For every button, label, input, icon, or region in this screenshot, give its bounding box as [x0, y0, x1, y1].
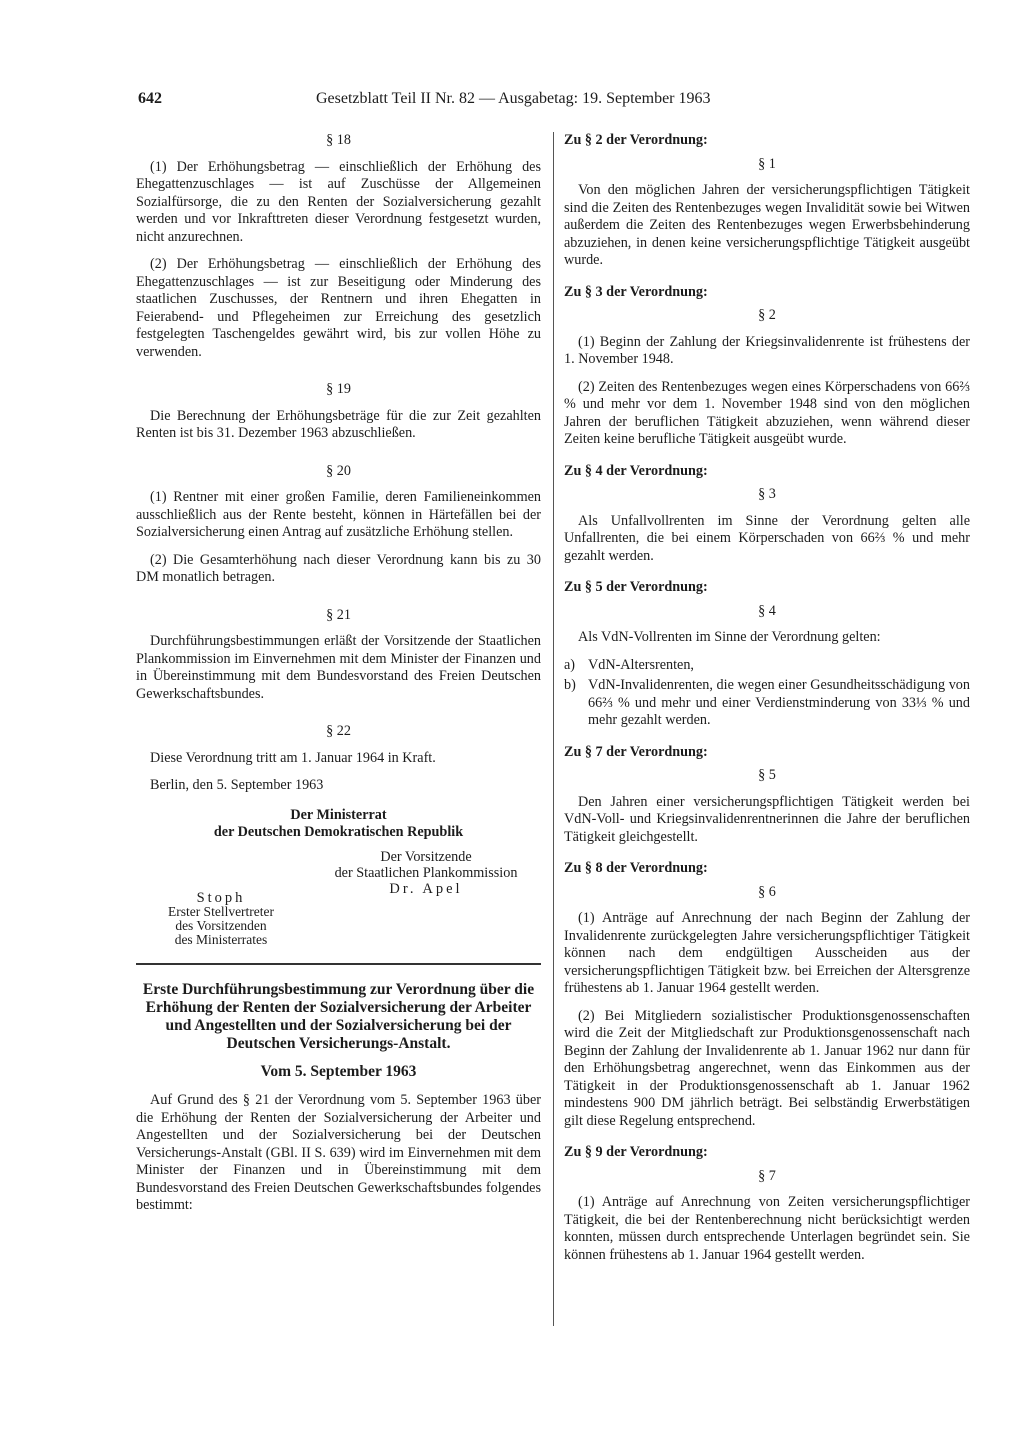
- zu-9-heading: Zu § 9 der Verordnung:: [564, 1144, 708, 1160]
- zu-8-heading: Zu § 8 der Verordnung:: [564, 860, 708, 876]
- paragraph-6-text-2: (2) Bei Mitgliedern sozialistischer Produktionsgenossenschaften wird die Zeit der Mitgliedschaft zur Produktionsgenossenschaft nach Beginn der Zahlung der Invalidenrente ab 1. Januar 1962 nur dann für den Erhöhungsbetrag angerechnet, wenn das Einkommen aus der Tätigkeit in der Produktionsgenossenschaft ab 1. Januar 1962 mindestens 900 DM jährlich beträgt. Bei selbständig Erwerbstätigen gilt diese Regelung entsprechend.: [564, 1007, 970, 1129]
- paragraph-1-heading: § 1: [758, 155, 776, 172]
- signature-right: [311, 849, 541, 897]
- left-column: [136, 132, 541, 1225]
- signatory-name-stoph: Stoph: [196, 889, 246, 906]
- council-name-line-2: der Deutschen Demokratischen Republik: [213, 823, 464, 840]
- list-item: [564, 657, 970, 675]
- section-20-paragraph-1: (1) Rentner mit einer großen Familie, deren Familieneinkommen ausschließlich aus der Rente besteht, können in Härtefällen bei der Sozialversicherung einen Antrag auf zusätzliche Erhöhung stellen.: [136, 489, 541, 540]
- section-19-heading: § 19: [326, 381, 351, 397]
- paragraph-2-text-1: (1) Beginn der Zahlung der Kriegsinvalidenrente ist frühestens der 1. November 1948.: [564, 333, 970, 367]
- section-22-paragraph: Diese Verordnung tritt am 1. Januar 1964 in Kraft.: [150, 749, 436, 766]
- section-18-paragraph-1: (1) Der Erhöhungsbetrag — einschließlich der Erhöhung des Ehegattenzuschlages — ist auf Zuschüsse der Allgemeinen Sozialfürsorge, die zu den Renten der Sozialversicherung gezahlt werden und vor Inkrafttreten dieser Verordnung festgesetzt wurden, nicht anzurechnen.: [136, 158, 541, 245]
- list-item-text: VdN-Altersrenten,: [588, 656, 694, 673]
- page-header: [138, 90, 976, 114]
- column-divider: [553, 132, 554, 1326]
- list-item-label: b): [564, 677, 576, 693]
- zu-3-heading: Zu § 3 der Verordnung:: [564, 283, 708, 300]
- zu-7-heading: Zu § 7 der Verordnung:: [564, 743, 708, 760]
- section-19-paragraph: Die Berechnung der Erhöhungsbeträge für die zur Zeit gezahlten Renten ist bis 31. Dezember 1963 abzuschließen.: [136, 407, 541, 441]
- paragraph-4-heading: § 4: [758, 602, 776, 619]
- paragraph-3-heading: § 3: [758, 486, 776, 502]
- decree-date: Vom 5. September 1963: [260, 1062, 417, 1080]
- signature-block: [136, 849, 541, 949]
- section-18-heading: § 18: [326, 132, 351, 148]
- section-21-heading: § 21: [326, 606, 351, 623]
- decree-title: Erste Durchführungsbestimmung zur Verordnung über die Erhöhung der Renten der Sozialversicherung der Arbeiter und Angestellten und der Sozialversicherung bei der Deutschen Versicherungs-Anstalt.: [142, 980, 535, 1052]
- vdn-list: [564, 657, 970, 730]
- signatory-title-line-1: Erster Stellvertreter: [167, 903, 275, 919]
- decree-intro-paragraph: Auf Grund des § 21 der Verordnung vom 5. September 1963 über die Erhöhung der Renten der Sozialversicherung der Arbeiter und Angestellten und der Sozialversicherung bei der Deutschen Versicherungs-Anstalt (GBl. II S. 639) wird im Einvernehmen mit dem Minister der Finanzen und in Übereinstimmung mit dem Bundesvorstand des Freien Deutschen Gewerkschaftsbundes folgendes bestimmt:: [136, 1092, 541, 1213]
- paragraph-7-text: (1) Anträge auf Anrechnung von Zeiten versicherungspflichtiger Tätigkeit, die bei der Rentenberechnung nicht berücksichtigt werden konnten, müssen durch entsprechende Unterlagen begründet sein. Sie können frühestens ab 1. Januar 1964 gestellt werden.: [564, 1194, 970, 1263]
- right-column: [564, 132, 970, 1274]
- paragraph-2-text-2: (2) Zeiten des Rentenbezuges wegen eines Körperschadens von 66⅔ % und mehr vor dem 1. November 1948 sind von den möglichen Jahren der beruflichen Tätigkeit abzuziehen, wenn während dieser Zeiten keine berufliche Tätigkeit ausgeübt wurde.: [564, 378, 970, 447]
- running-title: Gesetzblatt Teil II Nr. 82 — Ausgabetag: 19. September 1963: [316, 90, 711, 107]
- paragraph-2-heading: § 2: [758, 307, 776, 323]
- paragraph-3-text: Als Unfallvollrenten im Sinne der Verordnung gelten alle Unfallrenten, die bei einem Körperschaden von 66⅔ % und mehr gezahlt werden.: [564, 512, 970, 564]
- paragraph-6-text-1: (1) Anträge auf Anrechnung der nach Beginn der Zahlung der Invalidenrente zurückgelegten Jahre versicherungspflichtiger Tätigkeit können nach dem endgültigen Ausscheiden aus der versicherungspflichtigen Tätigkeit bzw. bei Erreichen der Altersgrenze frühestens ab 1. Januar 1964 gestellt werden.: [564, 910, 970, 996]
- paragraph-5-text: Den Jahren einer versicherungspflichtigen Tätigkeit werden bei VdN-Voll- und Kriegsinvalidenrentnerinnen die Jahre der beruflichen Tätigkeit gleichgestellt.: [564, 793, 970, 845]
- signatory-title-line-2: des Vorsitzenden: [175, 917, 267, 933]
- signatory-title-line-3: des Ministerrates: [174, 931, 268, 947]
- signatory-name-apel: Dr. Apel: [389, 880, 463, 897]
- paragraph-1-text: Von den möglichen Jahren der versicherungspflichtigen Tätigkeit sind die Zeiten des Rentenbezuges wegen Invalidität sowie bei Witwen außerdem die Zeiten des Rentenbezuges wegen Erwerbsbehinderung abzuziehen, in denen keine versicherungspflichtige Tätigkeit ausgeübt wurde.: [564, 182, 970, 268]
- paragraph-5-heading: § 5: [758, 767, 776, 783]
- section-20-paragraph-2: (2) Die Gesamterhöhung nach dieser Verordnung kann bis zu 30 DM monatlich betragen.: [136, 551, 541, 585]
- section-separator: [136, 963, 541, 965]
- signature-left: [136, 891, 306, 947]
- signatory-role-line-2: der Staatlichen Plankommission: [334, 864, 518, 881]
- place-and-date: Berlin, den 5. September 1963: [150, 777, 324, 793]
- zu-4-heading: Zu § 4 der Verordnung:: [564, 462, 708, 479]
- page-number: 642: [138, 90, 162, 107]
- zu-5-heading: Zu § 5 der Verordnung:: [564, 579, 708, 595]
- section-21-paragraph: Durchführungsbestimmungen erläßt der Vorsitzende der Staatlichen Plankommission im Einvernehmen mit dem Minister der Finanzen und in Übereinstimmung mit dem Bundesvorstand des Freien Deutschen Gewerkschaftsbundes.: [136, 633, 541, 702]
- section-20-heading: § 20: [326, 462, 351, 479]
- list-item-text: VdN-Invalidenrenten, die wegen einer Gesundheitsschädigung von 66⅔ % und mehr und einer Verdienstminderung von 33⅓ % und mehr gezahlt werden.: [588, 677, 970, 728]
- signatory-role-line-1: Der Vorsitzende: [380, 848, 472, 865]
- council-name-line-1: Der Ministerrat: [290, 806, 387, 823]
- paragraph-7-heading: § 7: [758, 1167, 776, 1184]
- list-item-label: a): [564, 656, 576, 673]
- zu-2-heading: Zu § 2 der Verordnung:: [564, 132, 708, 148]
- section-22-heading: § 22: [326, 723, 351, 739]
- paragraph-6-heading: § 6: [758, 883, 776, 900]
- list-item: [564, 677, 970, 730]
- section-18-paragraph-2: (2) Der Erhöhungsbetrag — einschließlich der Erhöhung des Ehegattenzuschlages — ist zur Beseitigung oder Minderung des staatlichen Zuschusses, der Rentnern und ihren Ehegatten in Feierabend- und Pflegeheimen zur Erreichung des gesetzlich festgelegten Taschengeldes gewährt wird, bis zur vollen Höhe zu verwenden.: [136, 256, 541, 360]
- paragraph-4-text: Als VdN-Vollrenten im Sinne der Verordnung gelten:: [578, 629, 881, 645]
